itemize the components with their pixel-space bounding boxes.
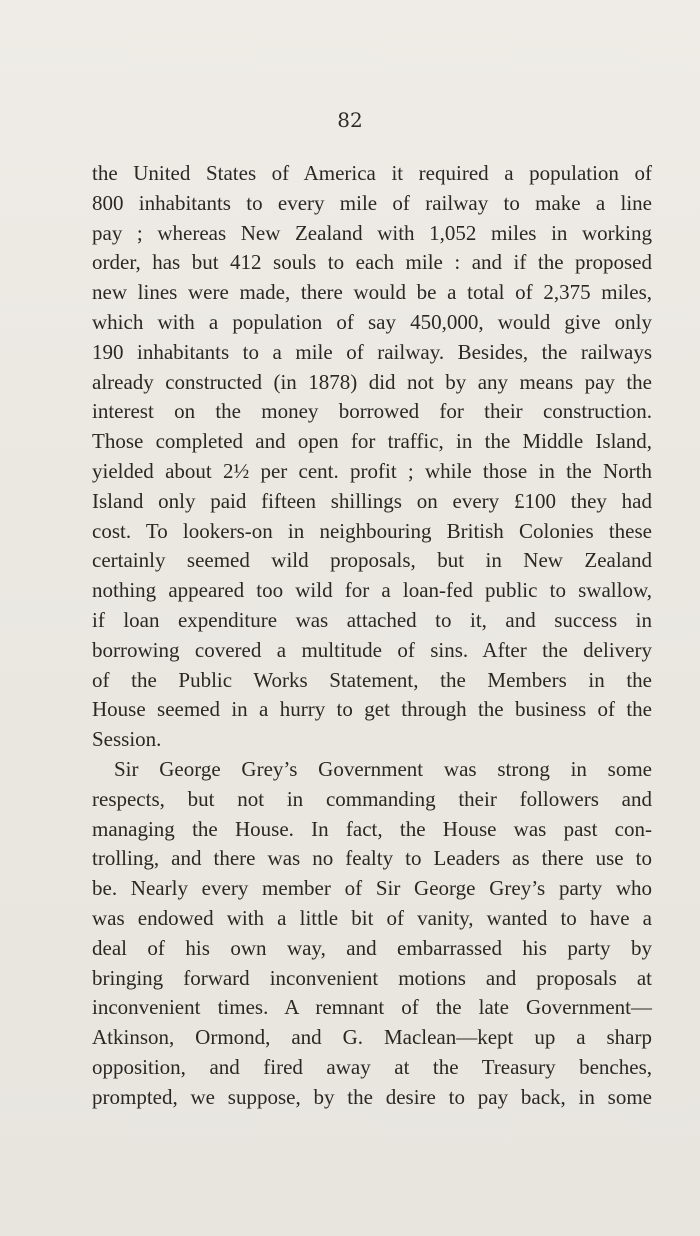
text-line: 190 inhabitants to a mile of railway. Besides, the railways <box>92 339 652 364</box>
paragraph-1 <box>92 159 652 755</box>
text-line: certainly seemed wild proposals, but in New Zealand <box>92 548 652 573</box>
text-line: cost. To lookers-on in neighbouring British Colonies these <box>92 518 652 543</box>
text-line: opposition, and fired away at the Treasury benches, <box>92 1054 652 1079</box>
text-line: interest on the money borrowed for their construction. <box>92 399 652 424</box>
text-line: managing the House. In fact, the House was past con- <box>92 816 652 841</box>
paragraph-2 <box>92 755 652 1113</box>
text-line: trolling, and there was no fealty to Leaders as there use to <box>92 846 652 871</box>
text-line: deal of his own way, and embarrassed his party by <box>92 935 652 960</box>
text-line: respects, but not in commanding their followers and <box>92 786 652 811</box>
text-line: if loan expenditure was attached to it, and success in <box>92 607 652 632</box>
text-line: inconvenient times. A remnant of the late Government— <box>92 995 652 1020</box>
text-line: of the Public Works Statement, the Members in the <box>92 667 652 692</box>
text-line: the United States of America it required a population of <box>92 161 652 185</box>
text-line: already constructed (in 1878) did not by any means pay the <box>92 369 652 394</box>
text-line: bringing forward inconvenient motions and proposals at <box>92 965 652 990</box>
text-line: be. Nearly every member of Sir George Grey’s party who <box>92 876 652 901</box>
text-line: Atkinson, Ormond, and G. Maclean—kept up a sharp <box>92 1025 652 1050</box>
text-line: borrowing covered a multitude of sins. After the delivery <box>92 637 652 662</box>
page-number: 82 <box>337 108 363 132</box>
text-line: yielded about 2½ per cent. profit ; while those in the North <box>92 458 652 483</box>
text-line: Session. <box>92 727 162 752</box>
text-line: House seemed in a hurry to get through the business of the <box>92 697 652 722</box>
body-text <box>92 159 652 1113</box>
text-line: which with a population of say 450,000, would give only <box>92 309 652 334</box>
text-line: Those completed and open for traffic, in the Middle Island, <box>92 429 652 454</box>
text-line: Island only paid fifteen shillings on every £100 they had <box>92 488 652 513</box>
text-line: Sir George Grey’s Government was strong in some <box>114 756 652 781</box>
text-line: pay ; whereas New Zealand with 1,052 miles in working <box>92 220 652 245</box>
text-line: order, has but 412 souls to each mile : and if the proposed <box>92 250 652 275</box>
text-line: new lines were made, there would be a total of 2,375 miles, <box>92 280 652 305</box>
text-line: 800 inhabitants to every mile of railway to make a line <box>92 190 652 215</box>
text-line: was endowed with a little bit of vanity, wanted to have a <box>92 905 652 930</box>
text-line: nothing appeared too wild for a loan-fed public to swallow, <box>92 578 652 603</box>
text-line: prompted, we suppose, by the desire to pay back, in some <box>92 1084 652 1109</box>
